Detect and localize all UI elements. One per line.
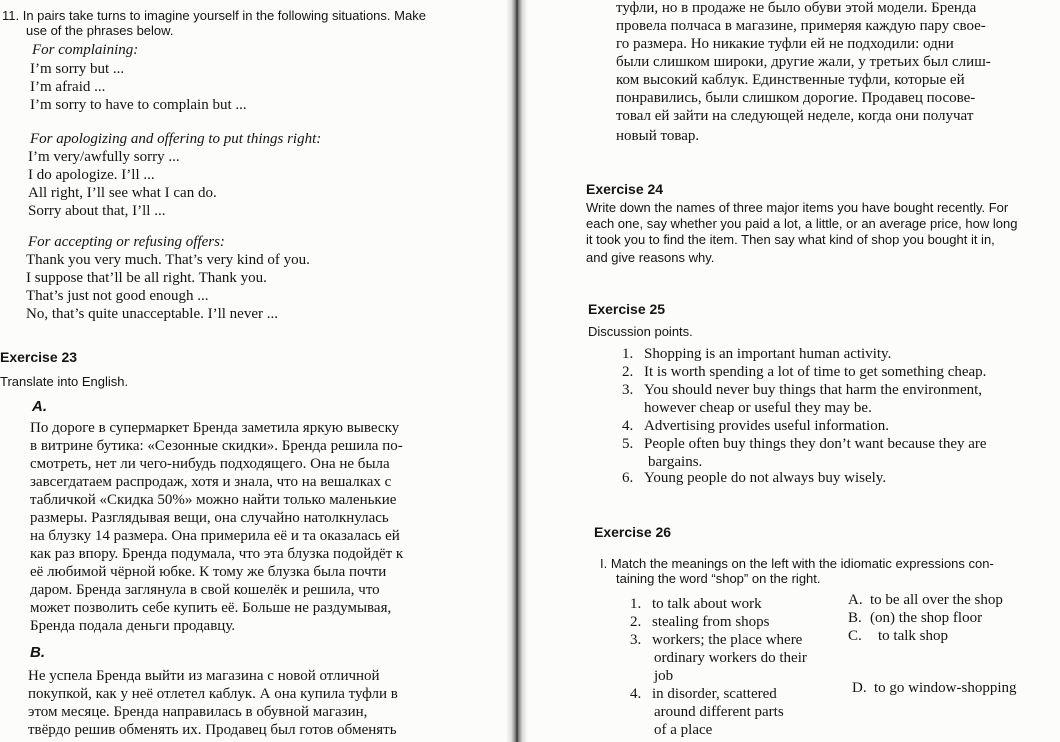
text-a-line: завсегдатаем распродаж, хотя и знала, что на вешалках с — [30, 474, 392, 490]
meaning-item: 4. in disorder, scattered — [630, 686, 777, 702]
text-a-line: даром. Бренда заглянула в свой кошелёк и решила, что — [30, 582, 380, 598]
exercise-24-line: it took you to find the item. Then say what kind of shop you bought it in, — [586, 232, 995, 247]
meaning-item-continued: job — [654, 668, 674, 684]
text-b-line: этом месяце. Бренда направилась в обувной магазин, — [28, 704, 368, 720]
continued-text-line: понравились, были слишком дорогие. Продавец посове- — [616, 90, 976, 106]
complaining-heading: For complaining: — [32, 42, 139, 58]
text-a-line: её любимой чёрной юбке. К тому же блузка была почти — [30, 564, 387, 580]
exercise-23-instruction: Translate into English. — [0, 374, 129, 389]
text-b-line: Не успела Бренда выйти из магазина с новой отличной — [28, 668, 380, 684]
accepting-heading: For accepting or refusing offers: — [28, 234, 225, 250]
discussion-item-continued: however cheap or useful they may be. — [644, 400, 872, 416]
text-a-line: смотреть, нет ли чего-нибудь подходящего. Она не была — [30, 456, 390, 472]
text-a-line: Бренда подала деньги продавцу. — [30, 618, 236, 634]
apologizing-heading: For apologizing and offering to put things right: — [30, 131, 322, 147]
exercise-25-instruction: Discussion points. — [588, 324, 693, 339]
continued-text-line: туфли, но в продаже не было обуви этой модели. Бренда — [616, 0, 977, 16]
exercise-24-line: each one, say whether you paid a lot, a little, or an average price, how long — [586, 216, 1018, 231]
book-gutter — [506, 0, 528, 742]
text-b-line: твёрдо решив обменять их. Продавец был готов обменять — [28, 722, 397, 738]
task-intro-line: 11. In pairs take turns to imagine yourself in the following situations. Make — [2, 8, 426, 23]
text-b-label: B. — [30, 644, 45, 661]
meaning-item: 2. stealing from shops — [630, 614, 770, 630]
text-a-line: на блузку 14 размера. Она примерила её и та оказалась ей — [30, 528, 400, 544]
exercise-26-intro: I. Match the meanings on the left with the idiomatic expressions con- — [600, 556, 994, 571]
meaning-item: 1. to talk about work — [630, 596, 762, 612]
exercise-24-line: and give reasons why. — [586, 250, 715, 265]
phrase-line: That’s just not good enough ... — [26, 288, 209, 304]
phrase-line: I’m sorry to have to complain but ... — [30, 97, 247, 113]
continued-text-line: были слишком широки, другие жали, у третьих был слиш- — [616, 54, 991, 70]
continued-text-line: ком высокий каблук. Единственные туфли, которые ей — [616, 72, 965, 88]
meaning-item-continued: ordinary workers do their — [654, 650, 807, 666]
discussion-item: 4. Advertising provides useful information. — [622, 418, 889, 434]
exercise-26-intro: taining the word “shop” on the right. — [616, 571, 821, 586]
text-a-line: табличкой «Скидка 50%» можно найти только маленькие — [30, 492, 397, 508]
meaning-item: 3. workers; the place where — [630, 632, 803, 648]
expression-item: B. (on) the shop floor — [848, 610, 983, 626]
exercise-24-title: Exercise 24 — [586, 181, 664, 197]
phrase-line: All right, I’ll see what I can do. — [28, 185, 217, 201]
text-a-line: может позволить себе купить её. Больше не раздумывая, — [30, 600, 392, 616]
expression-item: A. to be all over the shop — [848, 592, 1003, 608]
exercise-23-title: Exercise 23 — [0, 349, 78, 365]
discussion-item-continued: bargains. — [648, 454, 703, 470]
continued-text-line: го размера. Но никакие туфли ей не подходили: одни — [616, 36, 954, 52]
expression-item: D. to go window-shopping — [852, 680, 1017, 696]
text-a-line: По дороге в супермаркет Бренда заметила яркую вывеску — [30, 420, 400, 436]
expression-item: C. to talk shop — [848, 628, 948, 644]
exercise-25-title: Exercise 25 — [588, 301, 666, 317]
task-intro-line: use of the phrases below. — [26, 23, 174, 38]
meaning-item-continued: around different parts — [654, 704, 784, 720]
text-a-label: A. — [32, 398, 47, 415]
phrase-line: I’m afraid ... — [30, 79, 106, 95]
phrase-line: I’m sorry but ... — [30, 61, 125, 77]
discussion-item: 5. People often buy things they don’t want because they are — [622, 436, 987, 452]
text-a-line: как раз впору. Бренда подумала, что эта блузка подойдёт к — [30, 546, 404, 562]
text-a-line: размеры. Разглядывая вещи, она случайно натолкнулась — [30, 510, 389, 526]
phrase-line: I’m very/awfully sorry ... — [28, 149, 180, 165]
continued-text-line: товал ей зайти на следующей неделе, когда они получат — [616, 108, 974, 124]
discussion-item: 3. You should never buy things that harm the environment, — [622, 382, 983, 398]
continued-text-line: новый товар. — [616, 128, 700, 144]
phrase-line: Thank you very much. That’s very kind of you. — [26, 252, 310, 268]
exercise-26-title: Exercise 26 — [594, 524, 672, 540]
text-a-line: в витрине бутика: «Сезонные скидки». Бренда решила по- — [30, 438, 403, 454]
phrase-line: I suppose that’ll be all right. Thank you. — [26, 270, 267, 286]
meaning-item-continued: of a place — [654, 722, 713, 738]
text-b-line: покупкой, как у неё отлетел каблук. А она купила туфли в — [28, 686, 398, 702]
discussion-item: 6. Young people do not always buy wisely. — [622, 470, 887, 486]
phrase-line: Sorry about that, I’ll ... — [28, 203, 166, 219]
discussion-item: 2. It is worth spending a lot of time to get something cheap. — [622, 364, 987, 380]
phrase-line: I do apologize. I’ll ... — [28, 167, 155, 183]
phrase-line: No, that’s quite unacceptable. I’ll never ... — [26, 306, 278, 322]
exercise-24-line: Write down the names of three major items you have bought recently. For — [586, 200, 1009, 215]
discussion-item: 1. Shopping is an important human activity. — [622, 346, 892, 362]
continued-text-line: провела полчаса в магазине, примеряя каждую пару свое- — [616, 18, 986, 34]
